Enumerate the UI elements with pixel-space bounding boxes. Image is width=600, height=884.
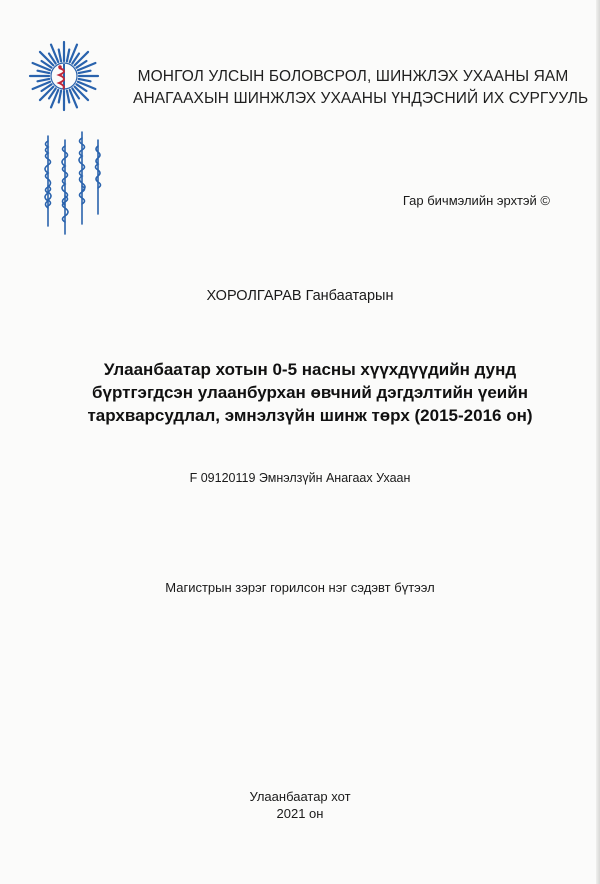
thesis-title-line-3: тархварсудлал, эмнэлзүйн шинж төрх (2015-2016 он) <box>87 406 533 425</box>
page-edge <box>596 0 600 884</box>
author-name: ХОРОЛГАРАВ Ганбаатарын <box>206 288 394 304</box>
university-name: АНАГААХЫН ШИНЖЛЭХ УХААНЫ ҮНДЭСНИЙ ИХ СУРГУУЛЬ <box>133 90 589 107</box>
thesis-title-line-2: бүртгэгдсэн улаанбурхан өвчний дэгдэлтийн үеийн <box>92 383 528 402</box>
ministry-name: МОНГОЛ УЛСЫН БОЛОВСРОЛ, ШИНЖЛЭХ УХААНЫ ЯАМ <box>137 68 569 85</box>
copyright-notice: Гар бичмэлийн эрхтэй © <box>402 193 550 208</box>
institution-header <box>133 66 589 110</box>
place-and-year <box>0 788 600 822</box>
university-logo-icon <box>18 36 108 246</box>
thesis-title-line-1: Улаанбаатар хотын 0-5 насны хүүхдүүдийн дунд <box>103 360 517 379</box>
city: Улаанбаатар хот <box>249 789 351 804</box>
thesis-title <box>60 358 560 427</box>
degree-statement: Магистрын зэрэг горилсон нэг сэдэвт бүтээл <box>165 580 435 595</box>
year: 2021 он <box>276 806 324 821</box>
specialty-code: F 09120119 Эмнэлзүйн Анагаах Ухаан <box>189 471 411 485</box>
